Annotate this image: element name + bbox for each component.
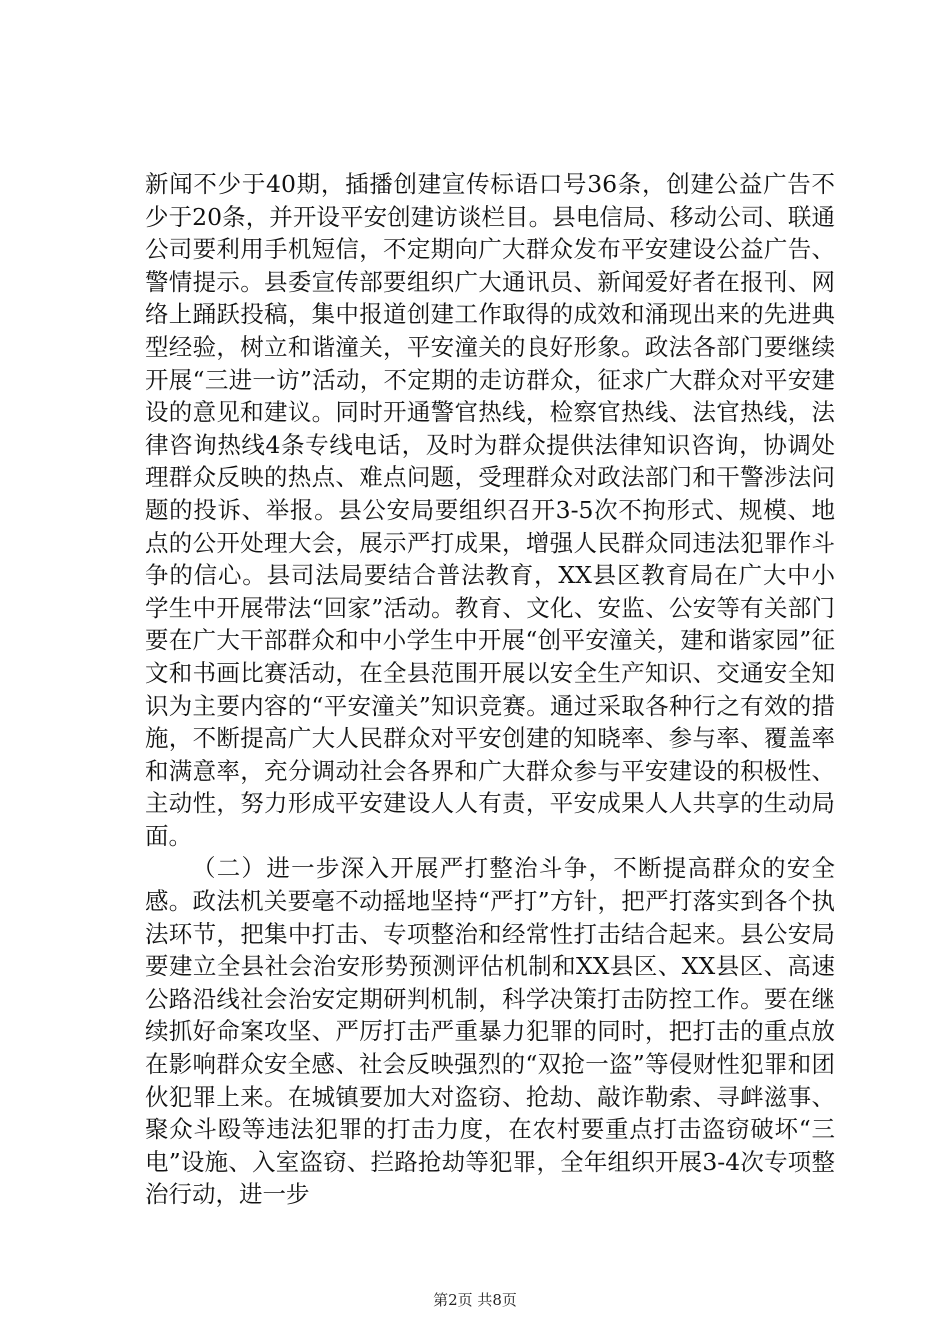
page-number-footer: 第2页 共8页 xyxy=(433,1291,517,1309)
paragraph-publicity: 新闻不少于40期，插播创建宣传标语口号36条，创建公益广告不少于20条，并开设平安创建访谈栏目。县电信局、移动公司、联通公司要利用手机短信，不定期向广大群众发布平安建设公益广告、警情提示。县委宣传部要组织广大通讯员、新闻爱好者在报刊、网络上踊跃投稿，集中报道创建工作取得的成效和涌现出来的先进典型经验，树立和谐潼关，平安潼关的良好形象。政法各部门要继续开展“三进一访”活动，不定期的走访群众，征求广大群众对平安建设的意见和建议。同时开通警官热线，检察官热线、法官热线，法律咨询热线4条专线电话，及时为群众提供法律知识咨询，协调处理群众反映的热点、难点问题，受理群众对政法部门和干警涉法问题的投诉、举报。县公安局要组织召开3-5次不拘形式、规模、地点的公开处理大会，展示严打成果，增强人民群众同违法犯罪作斗争的信心。县司法局要结合普法教育，XX县区教育局在广大中小学生中开展带法“回家”活动。教育、文化、安监、公安等有关部门要在广大干部群众和中小学生中开展“创平安潼关，建和谐家园”征文和书画比赛活动，在全县范围开展以安全生产知识、交通安全知识为主要内容的“平安潼关”知识竞赛。通过采取各种行之有效的措施，不断提高广大人民群众对平安创建的知晓率、参与率、覆盖率和满意率，充分调动社会各界和广大群众参与平安建设的积极性、主动性，努力形成平安建设人人有责，平安成果人人共享的生动局面。 xyxy=(145,170,835,850)
paragraph-strike-hard: （二）进一步深入开展严打整治斗争，不断提高群众的安全感。政法机关要毫不动摇地坚持“严打”方针，把严打落实到各个执法环节，把集中打击、专项整治和经常性打击结合起来。县公安局要建立全县社会治安形势预测评估机制和XX县区、XX县区、高速公路沿线社会治安定期研判机制，科学决策打击防控工作。要在继续抓好命案攻坚、严厉打击严重暴力犯罪的同时，把打击的重点放在影响群众安全感、社会反映强烈的“双抢一盗”等侵财性犯罪和团伙犯罪上来。在城镇要加大对盗窃、抢劫、敲诈勒索、寻衅滋事、聚众斗殴等违法犯罪的打击力度，在农村要重点打击盗窃破坏“三电”设施、入室盗窃、拦路抢劫等犯罪，全年组织开展3-4次专项整治行动，进一步 xyxy=(145,854,835,1209)
document-body xyxy=(145,168,835,1211)
